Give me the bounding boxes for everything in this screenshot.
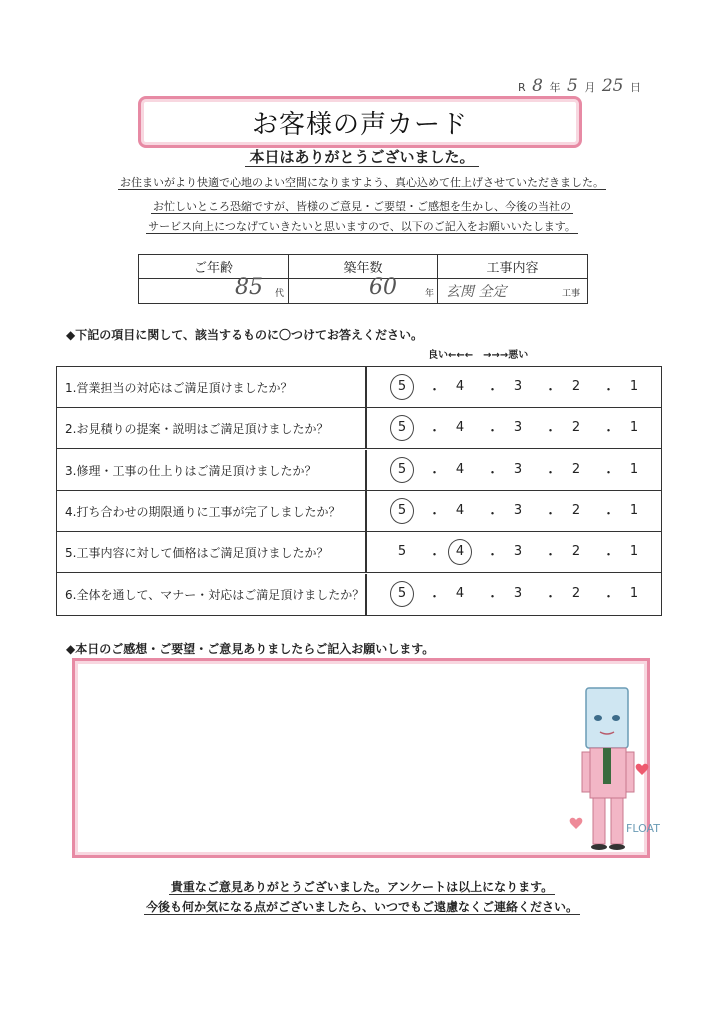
rating-option[interactable]: 3: [513, 379, 523, 394]
rating-option-selected[interactable]: 5: [392, 379, 412, 394]
question-row: [57, 491, 661, 532]
rating-option[interactable]: 3: [513, 544, 523, 560]
option-separator: ・: [544, 383, 558, 398]
rating-scale-label: 良い←←← →→→悪い: [428, 350, 529, 361]
row-divider: [365, 574, 367, 615]
rating-option-selected[interactable]: 5: [392, 462, 412, 477]
date-month-unit: 月: [584, 81, 596, 94]
date-day-unit: 日: [629, 81, 641, 94]
rating-option[interactable]: 2: [571, 544, 581, 560]
option-separator: ・: [486, 506, 500, 522]
rating-option-selected[interactable]: 5: [392, 420, 412, 435]
question-heading: ◆下記の項目に関して、該当するものに〇つけてお答えください。: [66, 328, 423, 342]
rating-option-selected[interactable]: 4: [450, 544, 470, 559]
work-content-cell[interactable]: [438, 279, 587, 303]
question-text: 1.営業担当の対応はご満足頂けましたか？: [65, 381, 293, 395]
intro-line-1: [0, 174, 724, 190]
rating-option-selected[interactable]: 5: [392, 586, 412, 601]
option-separator: ・: [602, 383, 616, 398]
rating-option[interactable]: 3: [513, 502, 523, 518]
closing-text-2: 今後も何か気になる点がございましたら、いつでもご遠慮なくご連絡ください。: [145, 900, 578, 914]
option-separator: ・: [544, 548, 558, 564]
rating-option[interactable]: 3: [513, 461, 523, 477]
work-content-value: 玄関 全定: [446, 284, 507, 300]
question-row: [57, 367, 661, 408]
option-separator: ・: [428, 383, 442, 398]
closing-line-1: [0, 878, 724, 895]
building-age-header: 築年数: [289, 255, 438, 279]
rating-option[interactable]: 1: [629, 585, 639, 601]
rating-option[interactable]: 4: [455, 502, 465, 518]
age-unit: 代: [275, 289, 285, 299]
row-divider: [365, 367, 367, 407]
rating-option[interactable]: 1: [629, 379, 639, 394]
option-separator: ・: [602, 506, 616, 522]
option-separator: ・: [486, 589, 500, 605]
row-divider: [365, 532, 367, 572]
option-separator: ・: [428, 548, 442, 564]
info-table: [138, 254, 588, 304]
rating-option-selected[interactable]: 5: [392, 503, 412, 518]
title-frame: [138, 96, 582, 148]
option-separator: ・: [602, 424, 616, 440]
intro-text-1: お住まいがより快適で心地のよい空間になりますよう、真心込めて仕上げさせていただきました。: [120, 176, 604, 189]
option-separator: ・: [428, 589, 442, 605]
intro-text-3: サービス向上につなげていきたいと思いますので、以下のご記入をお願いいたします。: [148, 220, 576, 233]
option-separator: ・: [602, 589, 616, 605]
survey-date: [518, 76, 641, 96]
date-day: 25: [601, 76, 624, 96]
option-separator: ・: [544, 506, 558, 522]
option-separator: ・: [486, 424, 500, 440]
rating-option[interactable]: 4: [455, 461, 465, 477]
building-age-unit: 年: [425, 289, 435, 299]
question-text: 5.工事内容に対して価格はご満足頂けましたか？: [65, 546, 329, 561]
option-separator: ・: [544, 589, 558, 605]
rating-option[interactable]: 1: [629, 420, 639, 436]
work-content-unit: 工事: [562, 289, 581, 299]
rating-option[interactable]: 2: [571, 585, 581, 601]
option-separator: ・: [544, 465, 558, 481]
question-text: 3.修理・工事の仕上りはご満足頂けましたか？: [65, 463, 317, 478]
age-header: ご年齢: [139, 255, 289, 279]
option-separator: ・: [428, 506, 442, 522]
rating-option[interactable]: 1: [629, 461, 639, 477]
rating-option[interactable]: 2: [571, 420, 581, 436]
question-row: [57, 532, 661, 573]
rating-option[interactable]: 4: [455, 585, 465, 601]
rating-option[interactable]: 3: [513, 420, 523, 436]
age-value: 85: [235, 275, 263, 300]
age-cell[interactable]: [139, 275, 289, 303]
rating-option[interactable]: 1: [629, 544, 639, 560]
mascot-illustration: [568, 686, 664, 856]
intro-text-2: お忙しいところ恐縮ですが、皆様のご意見・ご要望・ご感想を生かし、今後の当社の: [153, 200, 571, 213]
intro-line-3: [0, 218, 724, 234]
question-row: [57, 408, 661, 449]
option-separator: ・: [428, 424, 442, 440]
intro-line-2: [0, 198, 724, 214]
rating-option[interactable]: 4: [455, 379, 465, 394]
question-row: [57, 574, 661, 615]
rating-option[interactable]: 5: [397, 544, 407, 560]
option-separator: ・: [602, 465, 616, 481]
date-era: R: [518, 81, 526, 94]
question-table: [56, 366, 662, 616]
option-separator: ・: [544, 424, 558, 440]
question-row: [57, 450, 661, 491]
thanks-heading: [0, 146, 724, 167]
question-text: 4.打ち合わせの期限通りに工事が完了しましたか？: [65, 504, 341, 519]
rating-option[interactable]: 2: [571, 502, 581, 518]
option-separator: ・: [428, 465, 442, 481]
row-divider: [365, 491, 367, 531]
row-divider: [365, 408, 367, 448]
rating-option[interactable]: 4: [455, 420, 465, 436]
date-month: 5: [566, 76, 578, 96]
option-separator: ・: [602, 548, 616, 564]
closing-text-1: 貴重なご意見ありがとうございました。アンケートは以上になります。: [170, 880, 554, 894]
comment-heading: ◆本日のご感想・ご要望・ご意見ありましたらご記入お願いします。: [66, 642, 435, 656]
option-separator: ・: [486, 465, 500, 481]
question-text: 6.全体を通して、マナー・対応はご満足頂けましたか？: [65, 587, 365, 602]
rating-option[interactable]: 1: [629, 502, 639, 518]
question-text: 2.お見積りの提案・説明はご満足頂けましたか？: [65, 422, 329, 437]
building-age-cell[interactable]: [289, 275, 438, 303]
option-separator: ・: [486, 548, 500, 564]
date-year-unit: 年: [549, 81, 561, 94]
option-separator: ・: [486, 383, 500, 398]
building-age-value: 60: [369, 275, 397, 300]
row-divider: [365, 450, 367, 490]
work-content-header: 工事内容: [438, 255, 587, 279]
rating-option[interactable]: 2: [571, 379, 581, 394]
rating-option[interactable]: 3: [513, 585, 523, 601]
mascot-label: FLOAT: [626, 822, 660, 835]
comment-box[interactable]: [72, 658, 650, 858]
page-title: お客様の声カード: [251, 109, 468, 140]
thanks-text: 本日はありがとうございました。: [245, 148, 478, 167]
rating-option[interactable]: 2: [571, 461, 581, 477]
closing-line-2: [0, 898, 724, 915]
date-year: 8: [532, 76, 543, 96]
